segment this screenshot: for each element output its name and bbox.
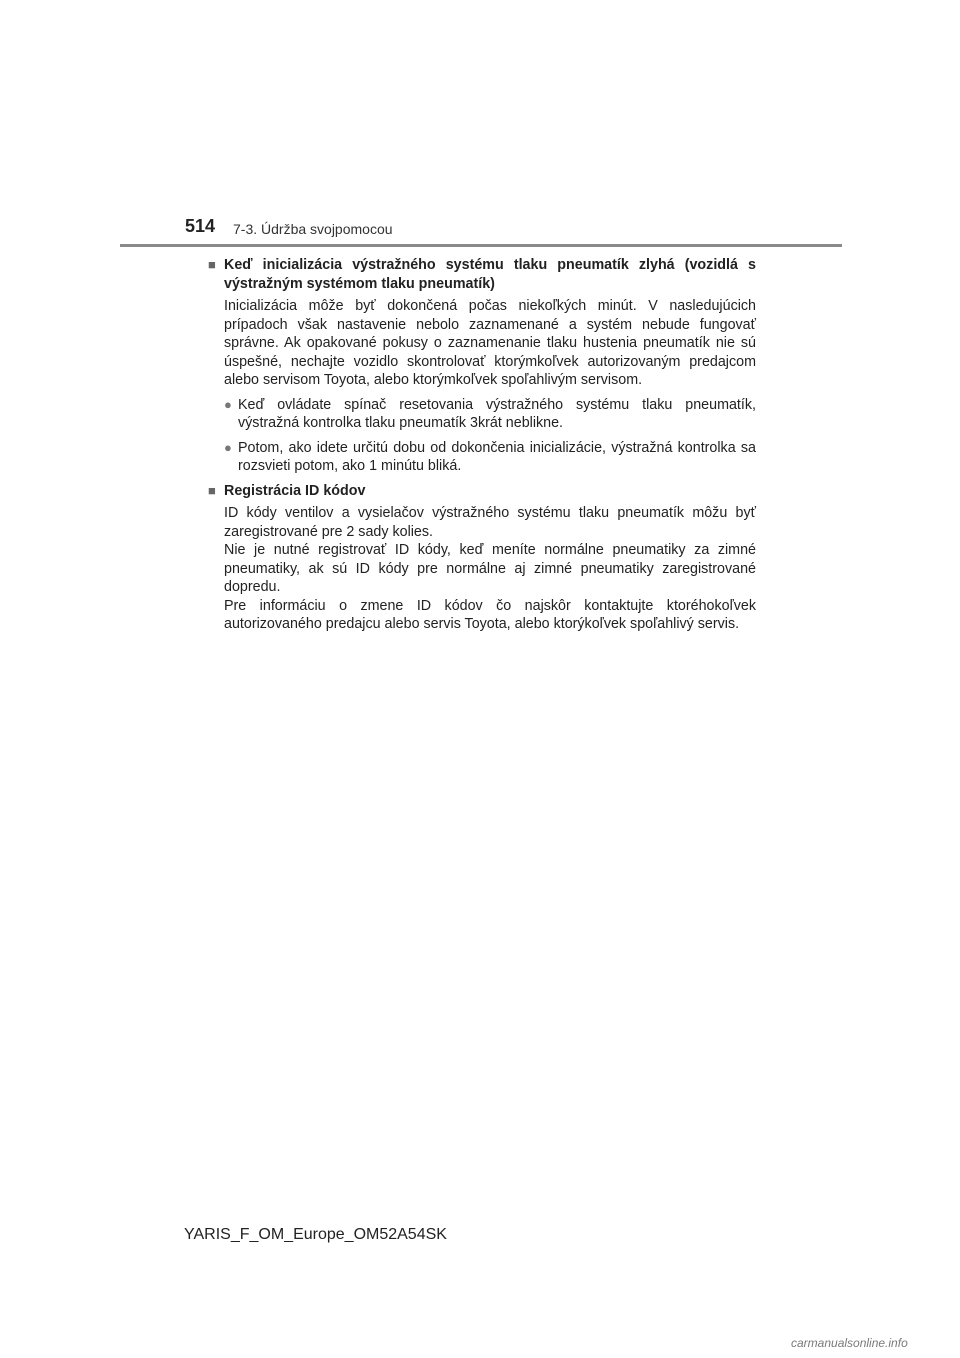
- section-title: 7-3. Údržba svojpomocou: [233, 221, 393, 237]
- watermark: carmanualsonline.info: [791, 1336, 908, 1350]
- square-bullet-icon: ■: [208, 482, 216, 498]
- page-content: [208, 256, 756, 634]
- paragraph: ID kódy ventilov a vysielačov výstražného systému tlaku pneumatík môžu byť zaregistrované pre 2 sady kolies.: [224, 505, 756, 540]
- page-number: 514: [185, 216, 216, 236]
- list-item-text: Potom, ako idete určitú dobu od dokončenia inicializácie, výstražná kontrolka sa rozsvieti potom, ako 1 minútu bliká.: [238, 439, 756, 474]
- square-bullet-icon: ■: [208, 257, 216, 272]
- section-heading-text: Registrácia ID kódov: [224, 482, 366, 499]
- section-heading: [208, 256, 756, 293]
- header-divider: [120, 244, 842, 247]
- section-heading-text: Keď inicializácia výstražného systému tlaku pneumatík zlyhá (vozidlá s výstražným systémom tlaku pneumatík): [224, 257, 756, 292]
- section-heading: [208, 482, 756, 501]
- paragraph: Nie je nutné registrovať ID kódy, keď meníte normálne pneumatiky za zimné pneumatiky, ak sú ID kódy pre normálne aj zimné pneumatiky zaregistrované dopredu.: [224, 542, 756, 595]
- list-item: [224, 396, 756, 433]
- list-item: [224, 439, 756, 476]
- document-id-footer: YARIS_F_OM_Europe_OM52A54SK: [184, 1226, 447, 1243]
- circle-bullet-icon: ●: [224, 439, 232, 455]
- circle-bullet-icon: ●: [224, 396, 232, 412]
- list-item-text: Keď ovládate spínač resetovania výstražného systému tlaku pneumatík, výstražná kontrolka tlaku pneumatík 3krát neblikne.: [238, 396, 756, 431]
- paragraph: Pre informáciu o zmene ID kódov čo najskôr kontaktujte ktoréhokoľvek autorizovaného predajcu alebo servis Toyota, alebo ktorýkoľvek spoľahlivý servis.: [224, 597, 756, 632]
- paragraph: Inicializácia môže byť dokončená počas niekoľkých minút. V nasledujúcich prípadoch však nastavenie nebolo zaznamenané a systém nebude fungovať správne. Ak opakované pokusy o zaznamenanie tlaku hustenia pneumatík nie sú úspešné, nechajte vozidlo skontrolovať ktorýmkoľvek autorizovaným predajcom alebo servisom Toyota, alebo ktorýmkoľvek spoľahlivým servisom.: [224, 298, 756, 388]
